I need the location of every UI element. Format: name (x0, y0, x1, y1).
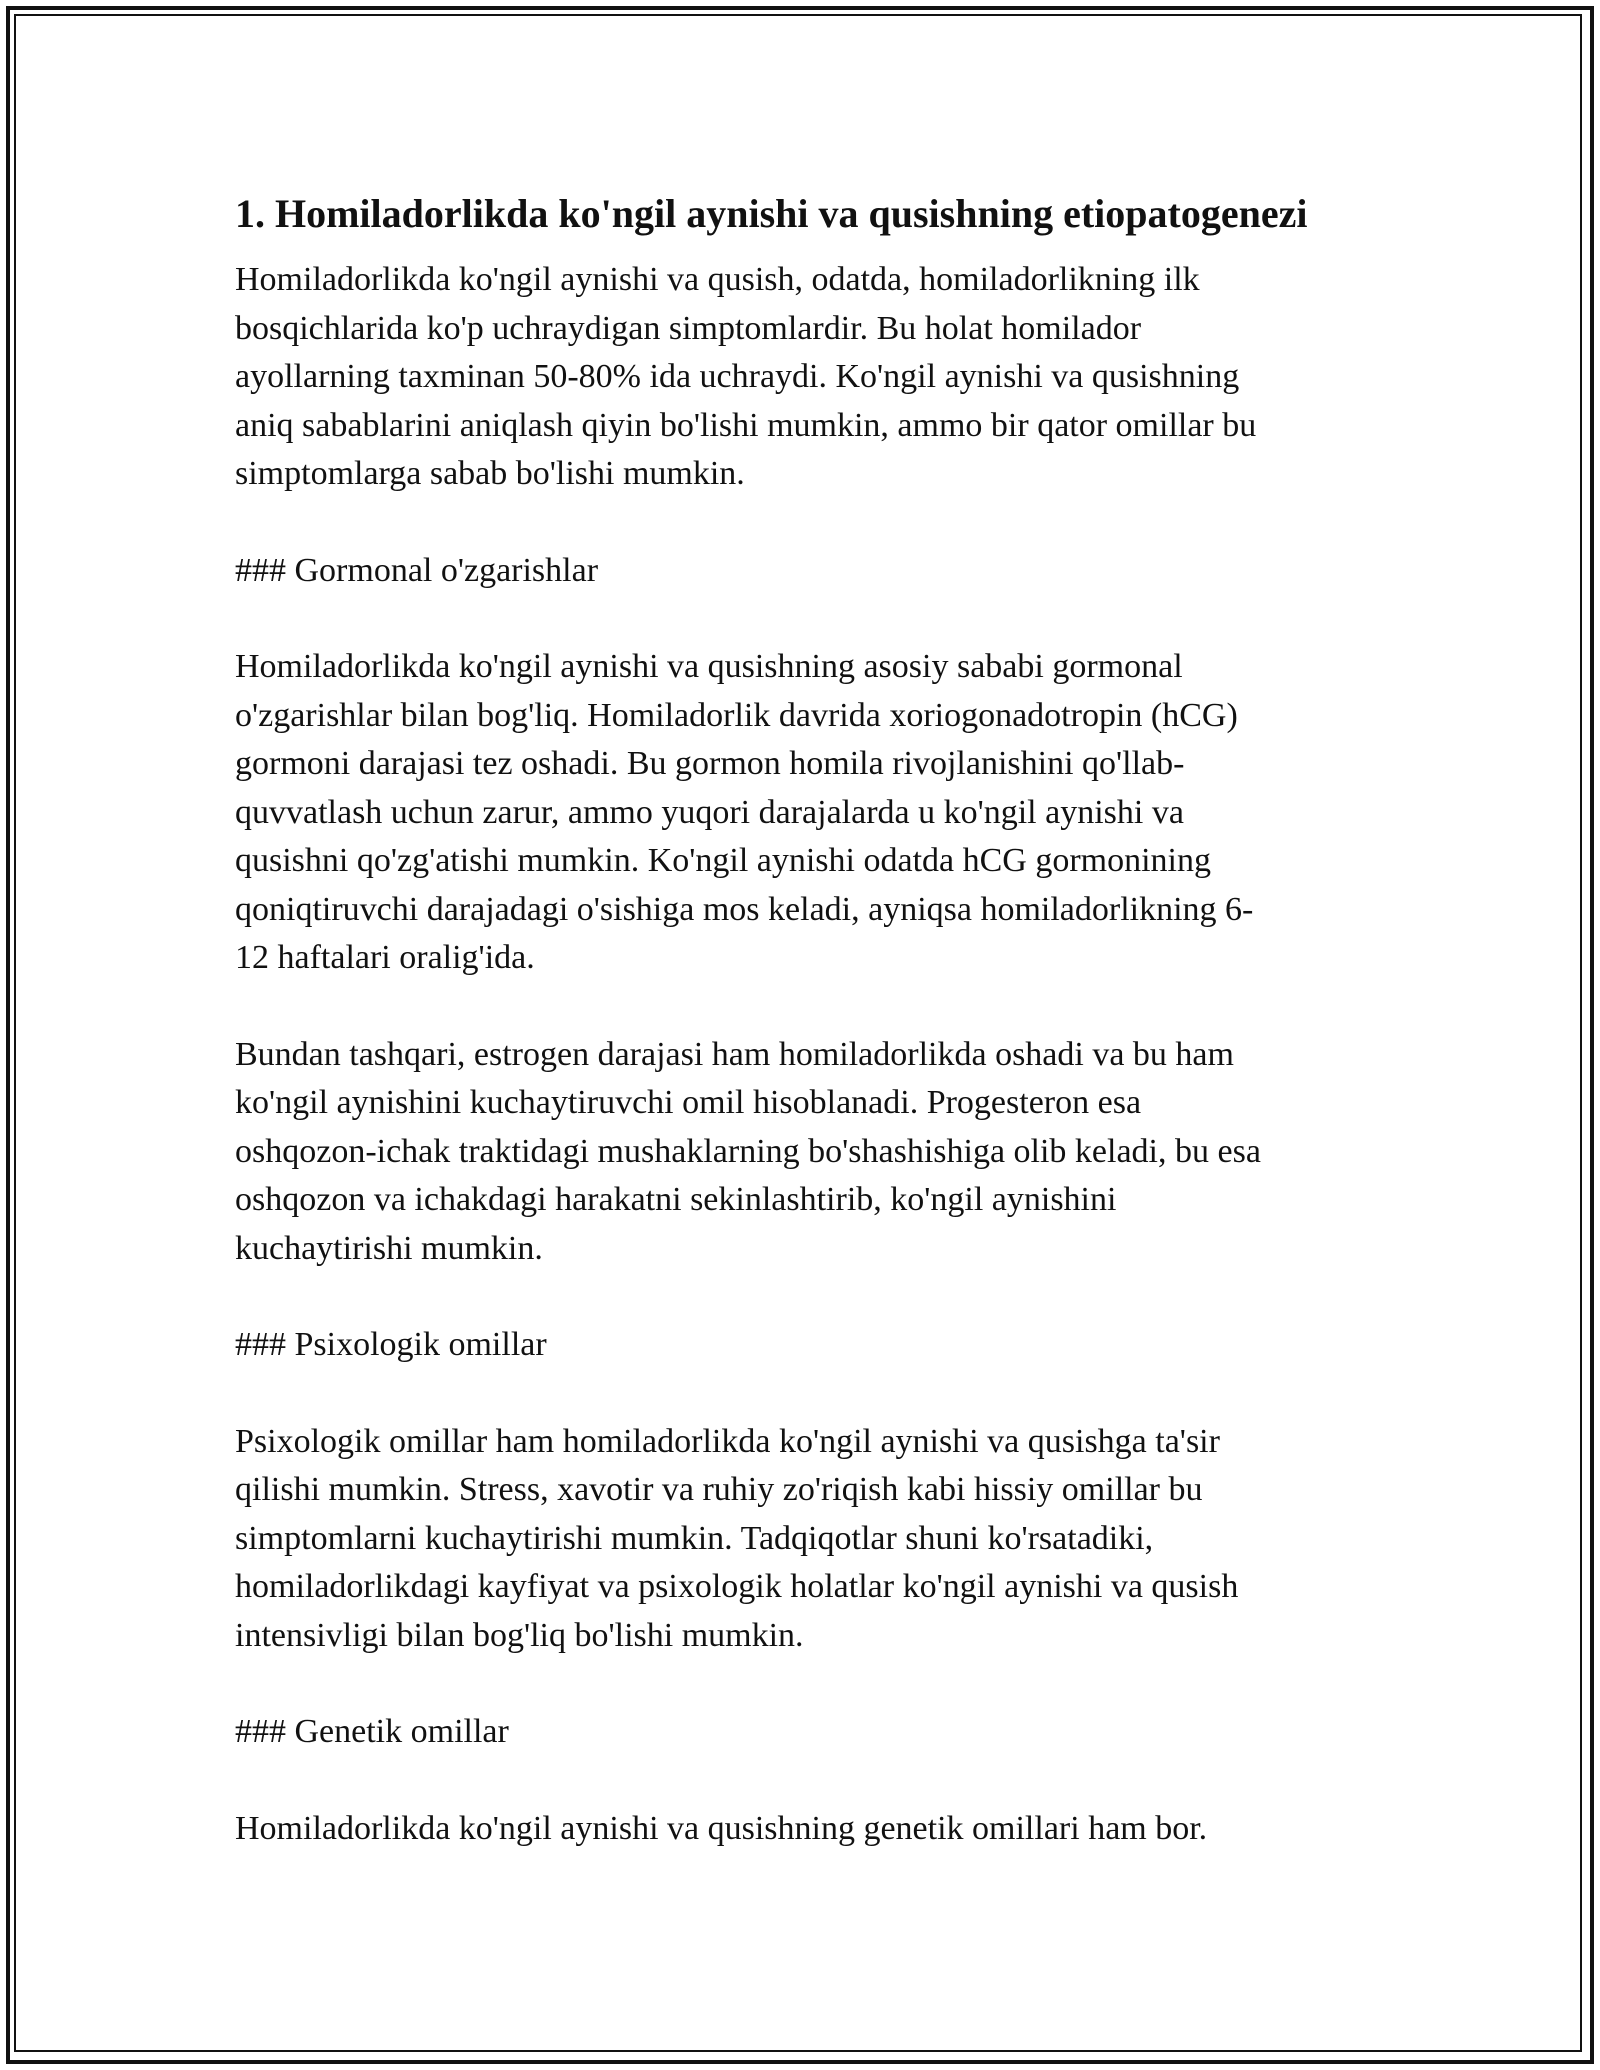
subheading-genetic: ### Genetik omillar (235, 1713, 509, 1750)
psychological-paragraph: Psixologik omillar ham homiladorlikda ko'ngil aynishi va qusishga ta'sir qilishi mumkin. Stress, xavotir va ruhiy zo'riqish kabi hissiy omillar bu simptomlarni kuchaytirishi mumkin. Tadqiqotlar shuni ko'rsatadiki, homiladorlikdagi kayfiyat va psixologik holatlar ko'ngil aynishi va qusish intensivligi bilan bog'liq bo'lishi mumkin. (235, 1422, 1239, 1654)
document-body (235, 186, 1365, 1901)
hormonal-paragraph-1: Homiladorlikda ko'ngil aynishi va qusishning asosiy sababi gormonal o'zgarishlar bilan bog'liq. Homiladorlik davrida xoriogonadotropin (hCG) gormoni darajasi tez oshadi. Bu gormon homila rivojlanishini qo'llab- quvvatlash uchun zarur, ammo yuqori darajalarda u ko'ngil aynishi va qusishni qo'zg'atishi mumkin. Ko'ngil aynishi odatda hCG gormonining qoniqtiruvchi darajadagi o'sishiga mos keladi, ayniqsa homiladorlikning 6- 12 haftalari oralig'ida. (235, 648, 1254, 976)
hormonal-paragraph-2: Bundan tashqari, estrogen darajasi ham homiladorlikda oshadi va bu ham ko'ngil aynishini kuchaytiruvchi omil hisoblanadi. Progesteron esa oshqozon-ichak traktidagi mushaklarning bo'shashishiga olib keladi, bu esa oshqozon va ichakdagi harakatni sekinlashtirib, ko'ngil aynishini kuchaytirishi mumkin. (235, 1035, 1261, 1267)
intro-paragraph: Homiladorlikda ko'ngil aynishi va qusish, odatda, homiladorlikning ilk bosqichlarida ko'p uchraydigan simptomlardir. Bu holat homilador ayollarning taxminan 50-80% ida uchraydi. Ko'ngil aynishi va qusishning aniq sabablarini aniqlash qiyin bo'lishi mumkin, ammo bir qator omillar bu simptomlarga sabab bo'lishi mumkin. (235, 261, 1257, 492)
document-title: 1. Homiladorlikda ko'ngil aynishi va qusishning etiopatogenezi (235, 191, 1308, 236)
subheading-psychological: ### Psixologik omillar (235, 1326, 547, 1363)
genetic-paragraph: Homiladorlikda ko'ngil aynishi va qusishning genetik omillari ham bor. (235, 1809, 1208, 1847)
subheading-hormonal: ### Gormonal o'zgarishlar (235, 551, 599, 589)
